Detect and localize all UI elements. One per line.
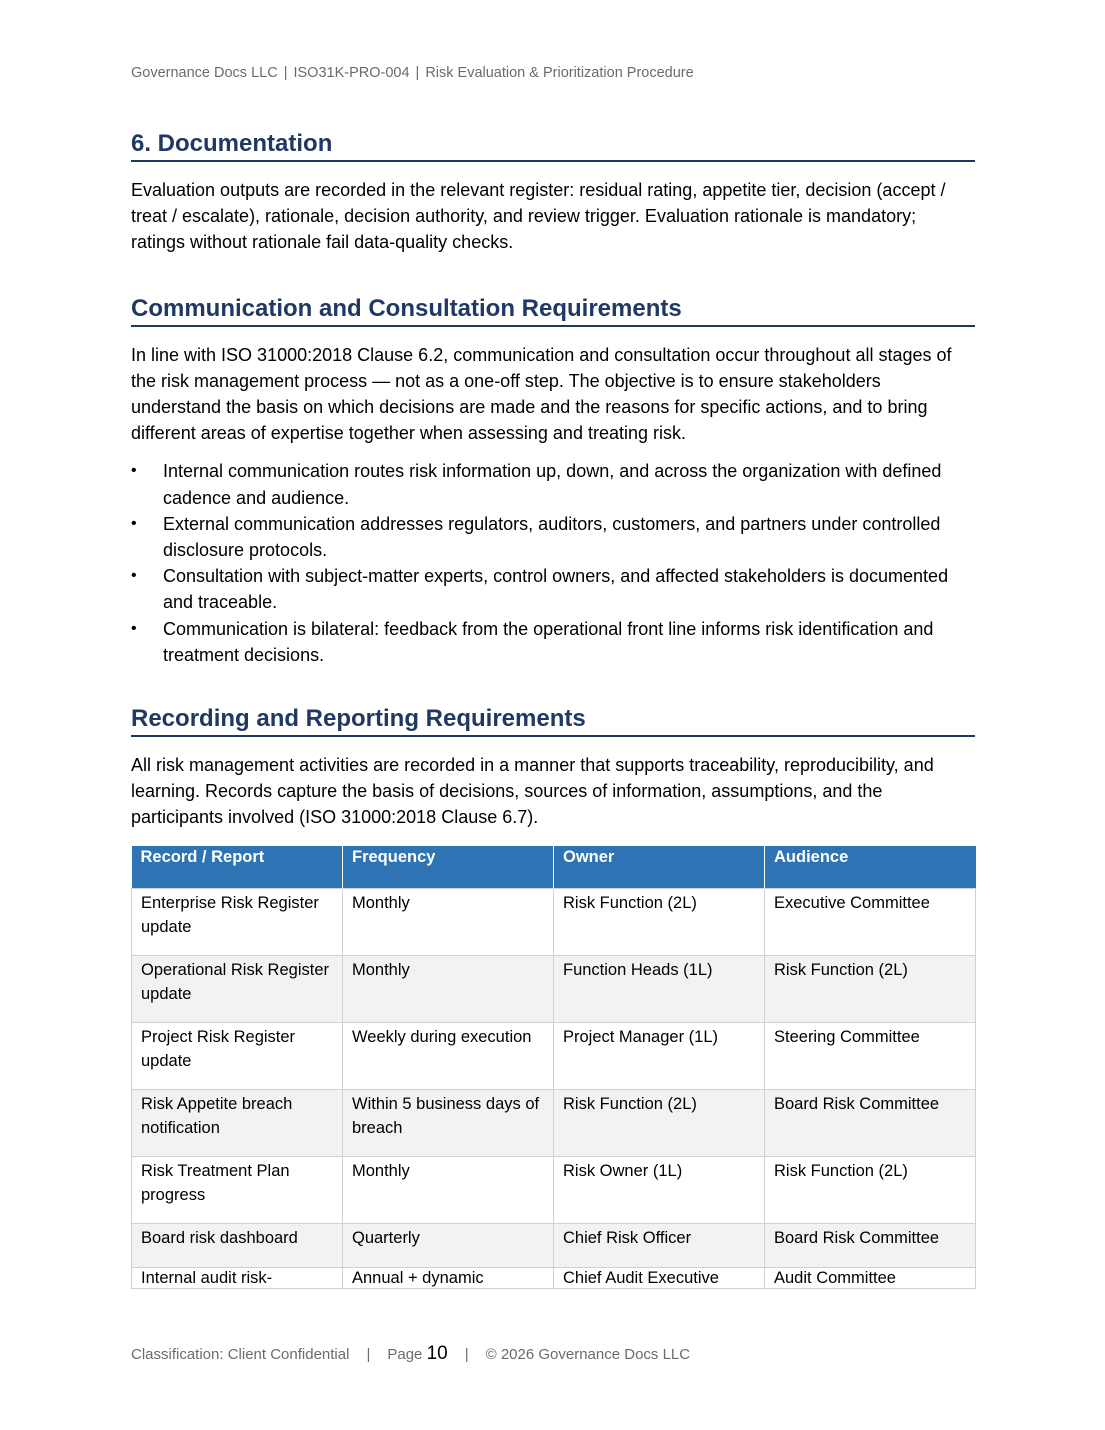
section-heading-communication: Communication and Consultation Requirements: [131, 293, 975, 327]
list-item: [131, 563, 975, 615]
table-row: [132, 1156, 976, 1223]
cell-audience: Steering Committee: [765, 1022, 976, 1089]
section-heading-documentation: 6. Documentation: [131, 128, 975, 162]
table-row: [132, 888, 976, 955]
table-header-row: [132, 846, 976, 889]
bullet-icon: •: [131, 619, 137, 637]
cell-audience: Risk Function (2L): [765, 1156, 976, 1223]
cell-record: Board risk dashboard: [132, 1223, 343, 1267]
cell-record: Risk Appetite breach notification: [132, 1089, 343, 1156]
cell-audience: Audit Committee: [765, 1267, 976, 1288]
section-heading-recording: Recording and Reporting Requirements: [131, 703, 975, 737]
cell-audience: Risk Function (2L): [765, 955, 976, 1022]
header-company: Governance Docs LLC: [131, 65, 278, 81]
bullet-icon: •: [131, 567, 137, 585]
page-number: 10: [426, 1343, 448, 1364]
running-header: [131, 65, 694, 81]
cell-owner: Risk Owner (1L): [554, 1156, 765, 1223]
cell-frequency: Within 5 business days of breach: [343, 1089, 554, 1156]
footer-page-label: Page: [387, 1346, 423, 1363]
table-row: [132, 1089, 976, 1156]
header-separator: |: [415, 65, 420, 81]
records-table: [131, 846, 976, 1289]
table-row: [132, 1223, 976, 1267]
bullet-icon: •: [131, 462, 137, 480]
communication-paragraph: In line with ISO 31000:2018 Clause 6.2, communication and consultation occur throughout all stages of the risk management process — not as a one-off step. The objective is to ensure stakeholders understand the basis on which decisions are made and the reasons for specific actions, and to bring different areas of expertise together when assessing and treating risk.: [131, 344, 952, 444]
bullet-text: Consultation with subject-matter experts, control owners, and affected stakeholders is documented and traceable.: [163, 566, 949, 613]
table-row: [132, 1022, 976, 1089]
cell-frequency: Annual + dynamic: [343, 1267, 554, 1288]
cell-owner: Chief Risk Officer: [554, 1223, 765, 1267]
page-content: [131, 128, 975, 1289]
column-header-audience: Audience: [765, 846, 976, 889]
cell-owner: Project Manager (1L): [554, 1022, 765, 1089]
footer-separator: |: [464, 1346, 469, 1363]
cell-frequency: Monthly: [343, 888, 554, 955]
bullet-text: Internal communication routes risk information up, down, and across the organization with defined cadence and audience.: [163, 461, 942, 508]
bullet-text: Communication is bilateral: feedback from the operational front line informs risk identification and treatment decisions.: [163, 618, 934, 665]
footer-classification: Classification: Client Confidential: [131, 1346, 350, 1363]
documentation-paragraph: Evaluation outputs are recorded in the relevant register: residual rating, appetite tier, decision (accept / treat / escalate), rationale, decision authority, and review trigger. Evaluation rationale is mandatory; ratings without rationale fail data-quality checks.: [131, 180, 946, 253]
column-header-owner: Owner: [554, 846, 765, 889]
cell-owner: Function Heads (1L): [554, 955, 765, 1022]
cell-frequency: Weekly during execution: [343, 1022, 554, 1089]
cell-audience: Board Risk Committee: [765, 1223, 976, 1267]
cell-record: Risk Treatment Plan progress: [132, 1156, 343, 1223]
column-header-record: Record / Report: [132, 846, 343, 889]
bullet-text: External communication addresses regulators, auditors, customers, and partners under controlled disclosure protocols.: [163, 513, 941, 561]
running-footer: [131, 1343, 690, 1365]
list-item: [131, 616, 975, 668]
cell-record: Project Risk Register update: [132, 1022, 343, 1089]
header-doc-id: ISO31K-PRO-004: [293, 65, 410, 81]
list-item: [131, 511, 975, 563]
recording-paragraph: All risk management activities are recorded in a manner that supports traceability, reproducibility, and learning. Records capture the basis of decisions, sources of information, assumptions, and the participants involved (ISO 31000:2018 Clause 6.7).: [131, 755, 934, 828]
communication-bullet-list: [131, 458, 975, 668]
cell-record: Operational Risk Register update: [132, 955, 343, 1022]
table-row: [132, 955, 976, 1022]
cell-record: Enterprise Risk Register update: [132, 888, 343, 955]
cell-frequency: Quarterly: [343, 1223, 554, 1267]
header-separator: |: [283, 65, 288, 81]
cell-frequency: Monthly: [343, 1156, 554, 1223]
footer-copyright: © 2026 Governance Docs LLC: [485, 1346, 691, 1363]
cell-frequency: Monthly: [343, 955, 554, 1022]
cell-owner: Chief Audit Executive: [554, 1267, 765, 1288]
bullet-icon: •: [131, 514, 137, 532]
column-header-frequency: Frequency: [343, 846, 554, 889]
cell-audience: Executive Committee: [765, 888, 976, 955]
cell-owner: Risk Function (2L): [554, 888, 765, 955]
cell-audience: Board Risk Committee: [765, 1089, 976, 1156]
cell-record: Internal audit risk-: [132, 1267, 343, 1288]
list-item: [131, 458, 975, 510]
footer-separator: |: [366, 1346, 371, 1363]
table-row: [132, 1267, 976, 1288]
header-doc-title: Risk Evaluation & Prioritization Procedure: [425, 65, 694, 81]
cell-owner: Risk Function (2L): [554, 1089, 765, 1156]
